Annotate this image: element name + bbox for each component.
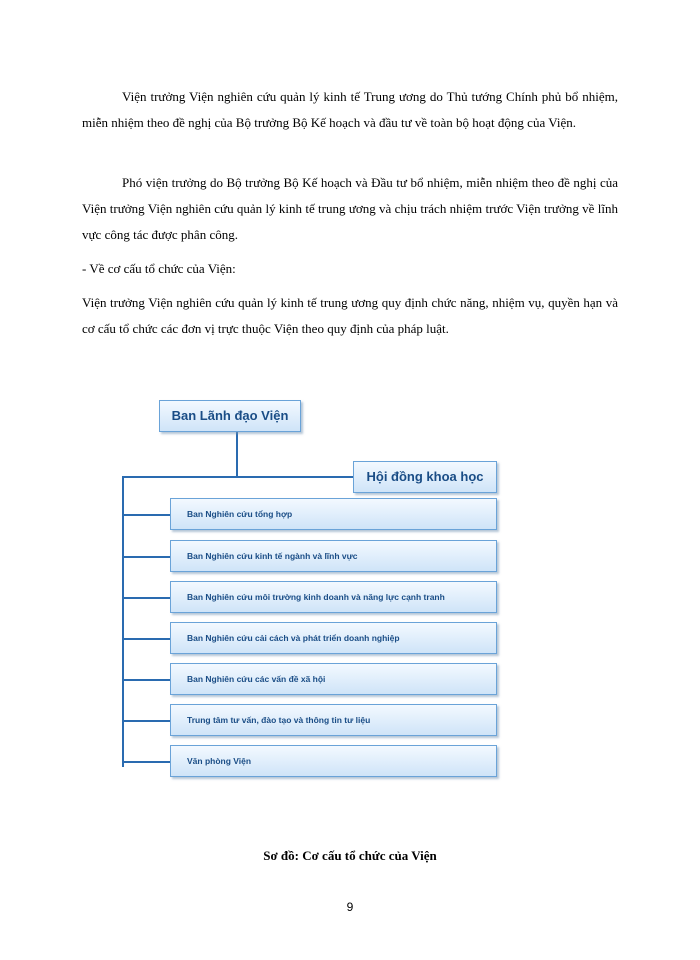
unit-box: Ban Nghiên cứu các vấn đề xã hội: [170, 663, 497, 695]
paragraph-structure-heading: - Về cơ cấu tổ chức của Viện:: [82, 261, 236, 276]
paragraph-vice-director: Phó viện trưởng do Bộ trưởng Bộ Kế hoạch và Đầu tư bổ nhiệm, miễn nhiệm theo đề nghị của Viện trưởng Viện nghiên cứu quản lý kinh tế trung ương và chịu trách nhiệm trước Viện trưởng về lĩnh vực công tác được phân công.: [82, 175, 618, 242]
connector-unit: [122, 679, 170, 681]
connector-spine: [122, 476, 124, 767]
paragraph-structure: Viện trưởng Viện nghiên cứu quản lý kinh tế trung ương quy định chức năng, nhiệm vụ, quyền hạn và cơ cấu tổ chức các đơn vị trực thuộc Viện theo quy định của pháp luật.: [82, 295, 618, 336]
unit-box: Ban Nghiên cứu kinh tế ngành và lĩnh vực: [170, 540, 497, 572]
unit-box: Ban Nghiên cứu tổng hợp: [170, 498, 497, 530]
council-box: Hội đồng khoa học: [353, 461, 497, 493]
connector-unit: [122, 514, 170, 516]
unit-box: Ban Nghiên cứu cải cách và phát triển doanh nghiệp: [170, 622, 497, 654]
unit-box: Trung tâm tư vấn, đào tạo và thông tin tư liệu: [170, 704, 497, 736]
connector-unit: [122, 761, 170, 763]
paragraph-director: Viện trưởng Viện nghiên cứu quản lý kinh tế Trung ương do Thủ tướng Chính phủ bổ nhiệm, miễn nhiệm theo đề nghị của Bộ trưởng Bộ Kế hoạch và đầu tư về toàn bộ hoạt động của Viện.: [82, 89, 618, 130]
unit-box: Văn phòng Viện: [170, 745, 497, 777]
connector-unit: [122, 638, 170, 640]
leadership-box: Ban Lãnh đạo Viện: [159, 400, 301, 432]
unit-box: Ban Nghiên cứu môi trường kinh doanh và năng lực cạnh tranh: [170, 581, 497, 613]
connector-unit: [122, 597, 170, 599]
connector-unit: [122, 556, 170, 558]
connector-horizontal: [122, 476, 356, 478]
connector-unit: [122, 720, 170, 722]
chart-caption: Sơ đồ: Cơ cấu tổ chức của Viện: [263, 848, 437, 863]
page-number: 9: [346, 900, 354, 914]
connector-leader-down: [236, 430, 238, 476]
